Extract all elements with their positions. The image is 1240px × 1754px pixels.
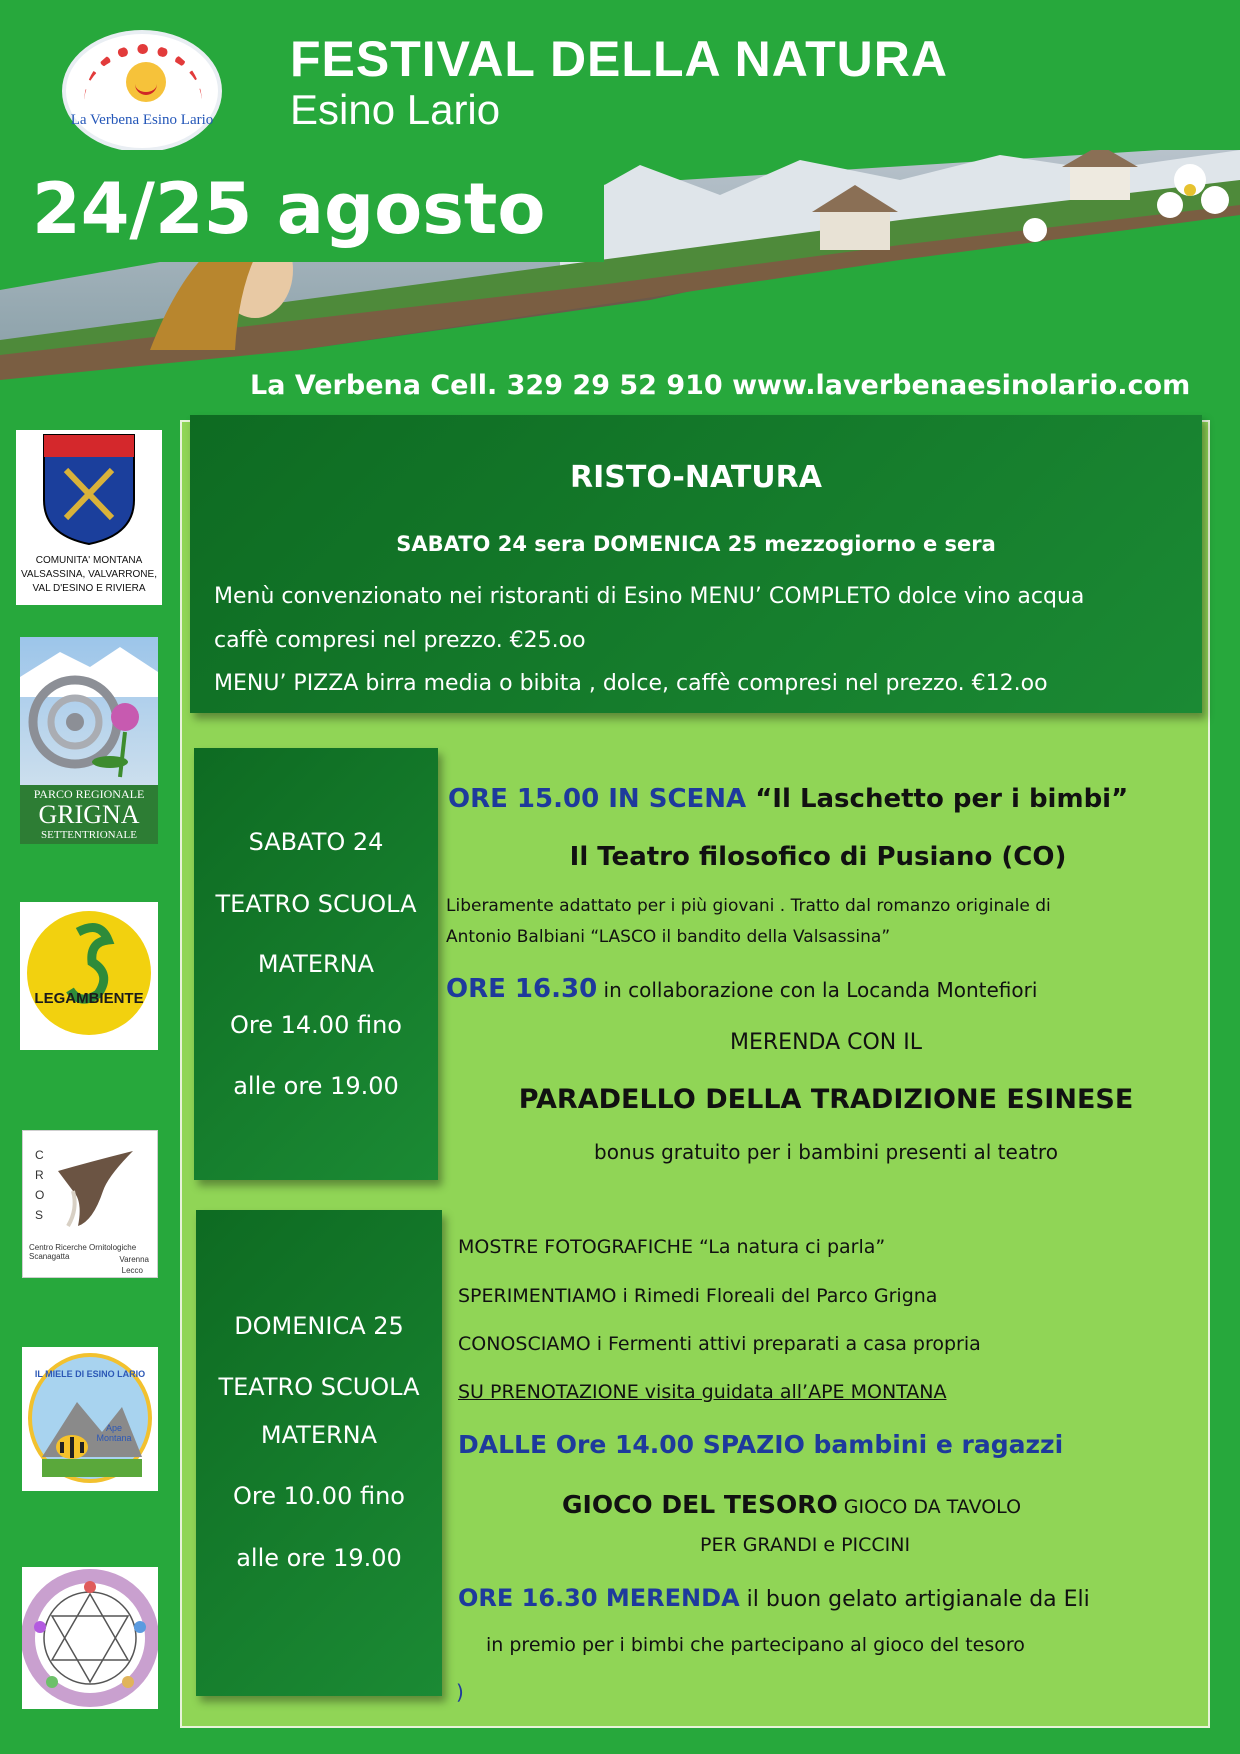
merenda-text: il buon gelato artigianale da Eli — [739, 1587, 1090, 1612]
comunita-montana-logo — [16, 430, 162, 605]
festival-place: Esino Lario — [290, 86, 501, 133]
game-line2: PER GRANDI e PICCINI — [700, 1534, 911, 1556]
parco-grigna-logo — [20, 637, 158, 844]
snack2: PARADELLO DELLA TRADIZIONE ESINESE — [518, 1084, 1134, 1115]
sunday-label2: TEATRO SCUOLA — [218, 1373, 420, 1401]
snack-line — [446, 974, 1037, 1004]
sunday-item1: MOSTRE FOTOGRAFICHE “La natura ci parla” — [458, 1236, 886, 1258]
festival-date: 24/25 agosto — [32, 168, 546, 250]
legambiente-logo — [20, 902, 158, 1050]
contact-info: La Verbena Cell. 329 29 52 910 www.laverbenaesinolario.com — [250, 370, 1191, 401]
miele-text: IL MIELE DI ESINO LARIO — [34, 1369, 146, 1379]
cros-text: CROS — [35, 1148, 45, 1222]
legambiente-text: LEGAMBIENTE — [34, 990, 144, 1007]
swan-icon — [20, 902, 158, 1050]
show-desc1: Liberamente adattato per i più giovani . Tratto dal romanzo originale di — [446, 896, 1051, 916]
parco-bot-text: SETTENTRIONALE — [41, 829, 137, 841]
coat-of-arms-icon — [16, 430, 162, 548]
risto-when: SABATO 24 sera DOMENICA 25 mezzogiorno e sera — [396, 532, 996, 556]
risto-line3: MENU’ PIZZA birra media o bibita , dolce, caffè compresi nel prezzo. €12.oo — [214, 671, 1048, 696]
snack-collab: in collaborazione con la Locanda Montefiori — [597, 978, 1038, 1002]
sunday-label3: MATERNA — [260, 1421, 378, 1449]
saturday-label2: TEATRO SCUOLA — [215, 890, 417, 918]
sunday-item4: SU PRENOTAZIONE visita guidata all’APE MONTANA — [458, 1381, 947, 1403]
show-desc2: Antonio Balbiani “LASCO il bandito della Valsassina” — [446, 927, 891, 947]
cros-logo — [22, 1130, 158, 1278]
game-small: GIOCO DA TAVOLO — [837, 1496, 1022, 1518]
merenda-time: ORE 16.30 MERENDA — [458, 1584, 740, 1612]
saturday-label4: Ore 14.00 fino — [230, 1011, 402, 1039]
sunday-item3: CONOSCIAMO i Fermenti attivi preparati a casa propria — [458, 1333, 981, 1355]
show-time: ORE 15.00 IN SCENA — [448, 784, 747, 814]
sunday-space: DALLE Ore 14.00 SPAZIO bambini e ragazzi — [458, 1430, 1064, 1459]
cros-place1: Varenna — [119, 1255, 149, 1264]
sunday-label4: Ore 10.00 fino — [233, 1482, 405, 1510]
festival-title: FESTIVAL DELLA NATURA — [290, 31, 949, 87]
miele-esino-logo — [22, 1347, 158, 1491]
verbena-logo-text: La Verbena Esino Lario — [70, 112, 214, 128]
zodiac-wheel-icon — [22, 1567, 158, 1709]
risto-title: RISTO-NATURA — [570, 460, 822, 495]
sun-face-icon — [126, 62, 166, 102]
game-big: GIOCO DEL TESORO — [562, 1490, 838, 1519]
saturday-label1: SABATO 24 — [248, 828, 384, 856]
snack3: bonus gratuito per i bambini presenti al teatro — [594, 1140, 1058, 1164]
sunday-item2: SPERIMENTIAMO i Rimedi Floreali del Parco Grigna — [458, 1285, 938, 1307]
cros-place2: Lecco — [121, 1266, 143, 1275]
saturday-show-line — [448, 784, 1128, 814]
verbena-logo — [62, 30, 222, 152]
merenda-line — [458, 1584, 1090, 1612]
zodiac-logo — [22, 1567, 158, 1709]
sunday-label1: DOMENICA 25 — [234, 1312, 404, 1340]
saturday-label3: MATERNA — [257, 950, 375, 978]
comunita-montana-text: COMUNITA' MONTANA VALSASSINA, VALVARRONE, VAL D'ESINO E RIVIERA — [21, 555, 157, 594]
sunday-box — [196, 1210, 442, 1696]
risto-line2: caffè compresi nel prezzo. €25.oo — [214, 628, 586, 653]
game-line — [562, 1490, 1021, 1519]
ammonite-flower-icon — [20, 637, 158, 787]
saturday-label5: alle ore 19.00 — [233, 1072, 399, 1100]
trailing-paren: ) — [456, 1680, 464, 1704]
parco-mid-text: GRIGNA — [38, 800, 140, 829]
snack-time: ORE 16.30 — [446, 974, 598, 1004]
sunday-label5: alle ore 19.00 — [236, 1544, 402, 1572]
show-title: “Il Laschetto per i bimbi” — [746, 784, 1129, 814]
miele-sub-text: Ape Montana — [96, 1423, 132, 1443]
risto-line1: Menù convenzionato nei ristoranti di Esino MENU’ COMPLETO dolce vino acqua — [214, 584, 1085, 609]
parco-top-text: PARCO REGIONALE — [33, 787, 145, 801]
theatre-name: Il Teatro filosofico di Pusiano (CO) — [569, 842, 1067, 872]
merenda-line2: in premio per i bimbi che partecipano al gioco del tesoro — [486, 1634, 1025, 1656]
cros-sub-text: Centro Ricerche Ornitologiche Scanagatta — [29, 1243, 137, 1261]
snack1: MERENDA CON IL — [730, 1030, 922, 1055]
